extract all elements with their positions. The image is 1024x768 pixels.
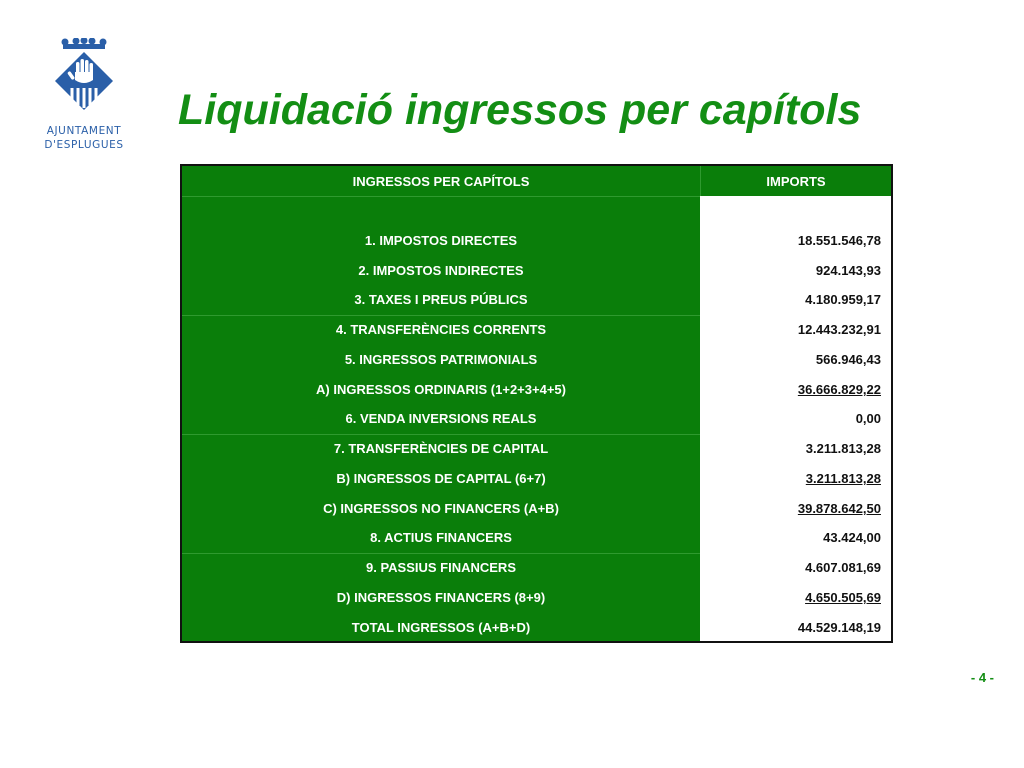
logo-text xyxy=(36,124,132,152)
row-label: D) INGRESSOS FINANCERS (8+9) xyxy=(336,590,546,605)
row-label: 9. PASSIUS FINANCERS xyxy=(365,560,516,575)
subtotal-value: 4.650.505,69 xyxy=(805,590,881,605)
page-number: - 4 - xyxy=(970,670,994,685)
logo-line-2: D'ESPLUGUES xyxy=(44,139,124,151)
row-label: TOTAL INGRESSOS (A+B+D) xyxy=(351,620,531,635)
row-value xyxy=(701,494,881,524)
table-row xyxy=(182,523,891,553)
table-row xyxy=(182,315,891,345)
row-label: C) INGRESSOS NO FINANCERS (A+B) xyxy=(323,501,559,516)
row-value: 4.180.959,17 xyxy=(805,292,881,307)
row-label: 6. VENDA INVERSIONS REALS xyxy=(345,411,537,426)
row-value xyxy=(701,464,881,494)
row-value xyxy=(701,583,881,613)
row-value: 44.529.148,19 xyxy=(797,620,881,635)
subtotal-row xyxy=(182,375,891,405)
row-value: 4.607.081,69 xyxy=(805,560,881,575)
page-title: Liquidació ingressos per capítols xyxy=(178,86,862,134)
table-row xyxy=(182,553,891,583)
row-value: 43.424,00 xyxy=(823,530,881,545)
row-label: 3. TAXES I PREUS PÚBLICS xyxy=(354,292,528,307)
row-label: 2. IMPOSTOS INDIRECTES xyxy=(358,263,524,278)
row-label: 5. INGRESSOS PATRIMONIALS xyxy=(344,352,538,367)
row-label: 4. TRANSFERÈNCIES CORRENTS xyxy=(335,322,547,337)
table-row xyxy=(182,256,891,286)
ajuntament-logo xyxy=(36,38,132,158)
column-header-concept: INGRESSOS PER CAPÍTOLS xyxy=(352,174,530,189)
subtotal-value: 36.666.829,22 xyxy=(797,382,881,397)
subtotal-value: 3.211.813,28 xyxy=(805,471,881,486)
row-label: 1. IMPOSTOS DIRECTES xyxy=(364,233,518,248)
coat-of-arms-icon xyxy=(53,38,115,120)
revenue-table xyxy=(180,164,893,643)
table-row xyxy=(182,434,891,464)
subtotal-row xyxy=(182,583,891,613)
row-value: 924.143,93 xyxy=(815,263,881,278)
total-row xyxy=(182,613,891,643)
row-label: 7. TRANSFERÈNCIES DE CAPITAL xyxy=(333,441,549,456)
column-header-amount: IMPORTS xyxy=(766,174,826,189)
subtotal-value: 39.878.642,50 xyxy=(797,501,881,516)
table-row xyxy=(182,226,891,256)
row-value: 18.551.546,78 xyxy=(797,233,881,248)
subtotal-row xyxy=(182,464,891,494)
row-value: 566.946,43 xyxy=(815,352,881,367)
row-label: A) INGRESSOS ORDINARIS (1+2+3+4+5) xyxy=(316,382,566,397)
row-label: B) INGRESSOS DE CAPITAL (6+7) xyxy=(336,471,546,486)
subtotal-row xyxy=(182,494,891,524)
row-value: 3.211.813,28 xyxy=(805,441,881,456)
header-separator xyxy=(182,196,700,197)
logo-line-1: AJUNTAMENT xyxy=(46,125,122,137)
row-label: 8. ACTIUS FINANCERS xyxy=(370,530,512,545)
table-row xyxy=(182,404,891,434)
table-row xyxy=(182,285,891,315)
row-value: 0,00 xyxy=(855,411,881,426)
table-row xyxy=(182,345,891,375)
row-value xyxy=(701,375,881,405)
row-value: 12.443.232,91 xyxy=(797,322,881,337)
